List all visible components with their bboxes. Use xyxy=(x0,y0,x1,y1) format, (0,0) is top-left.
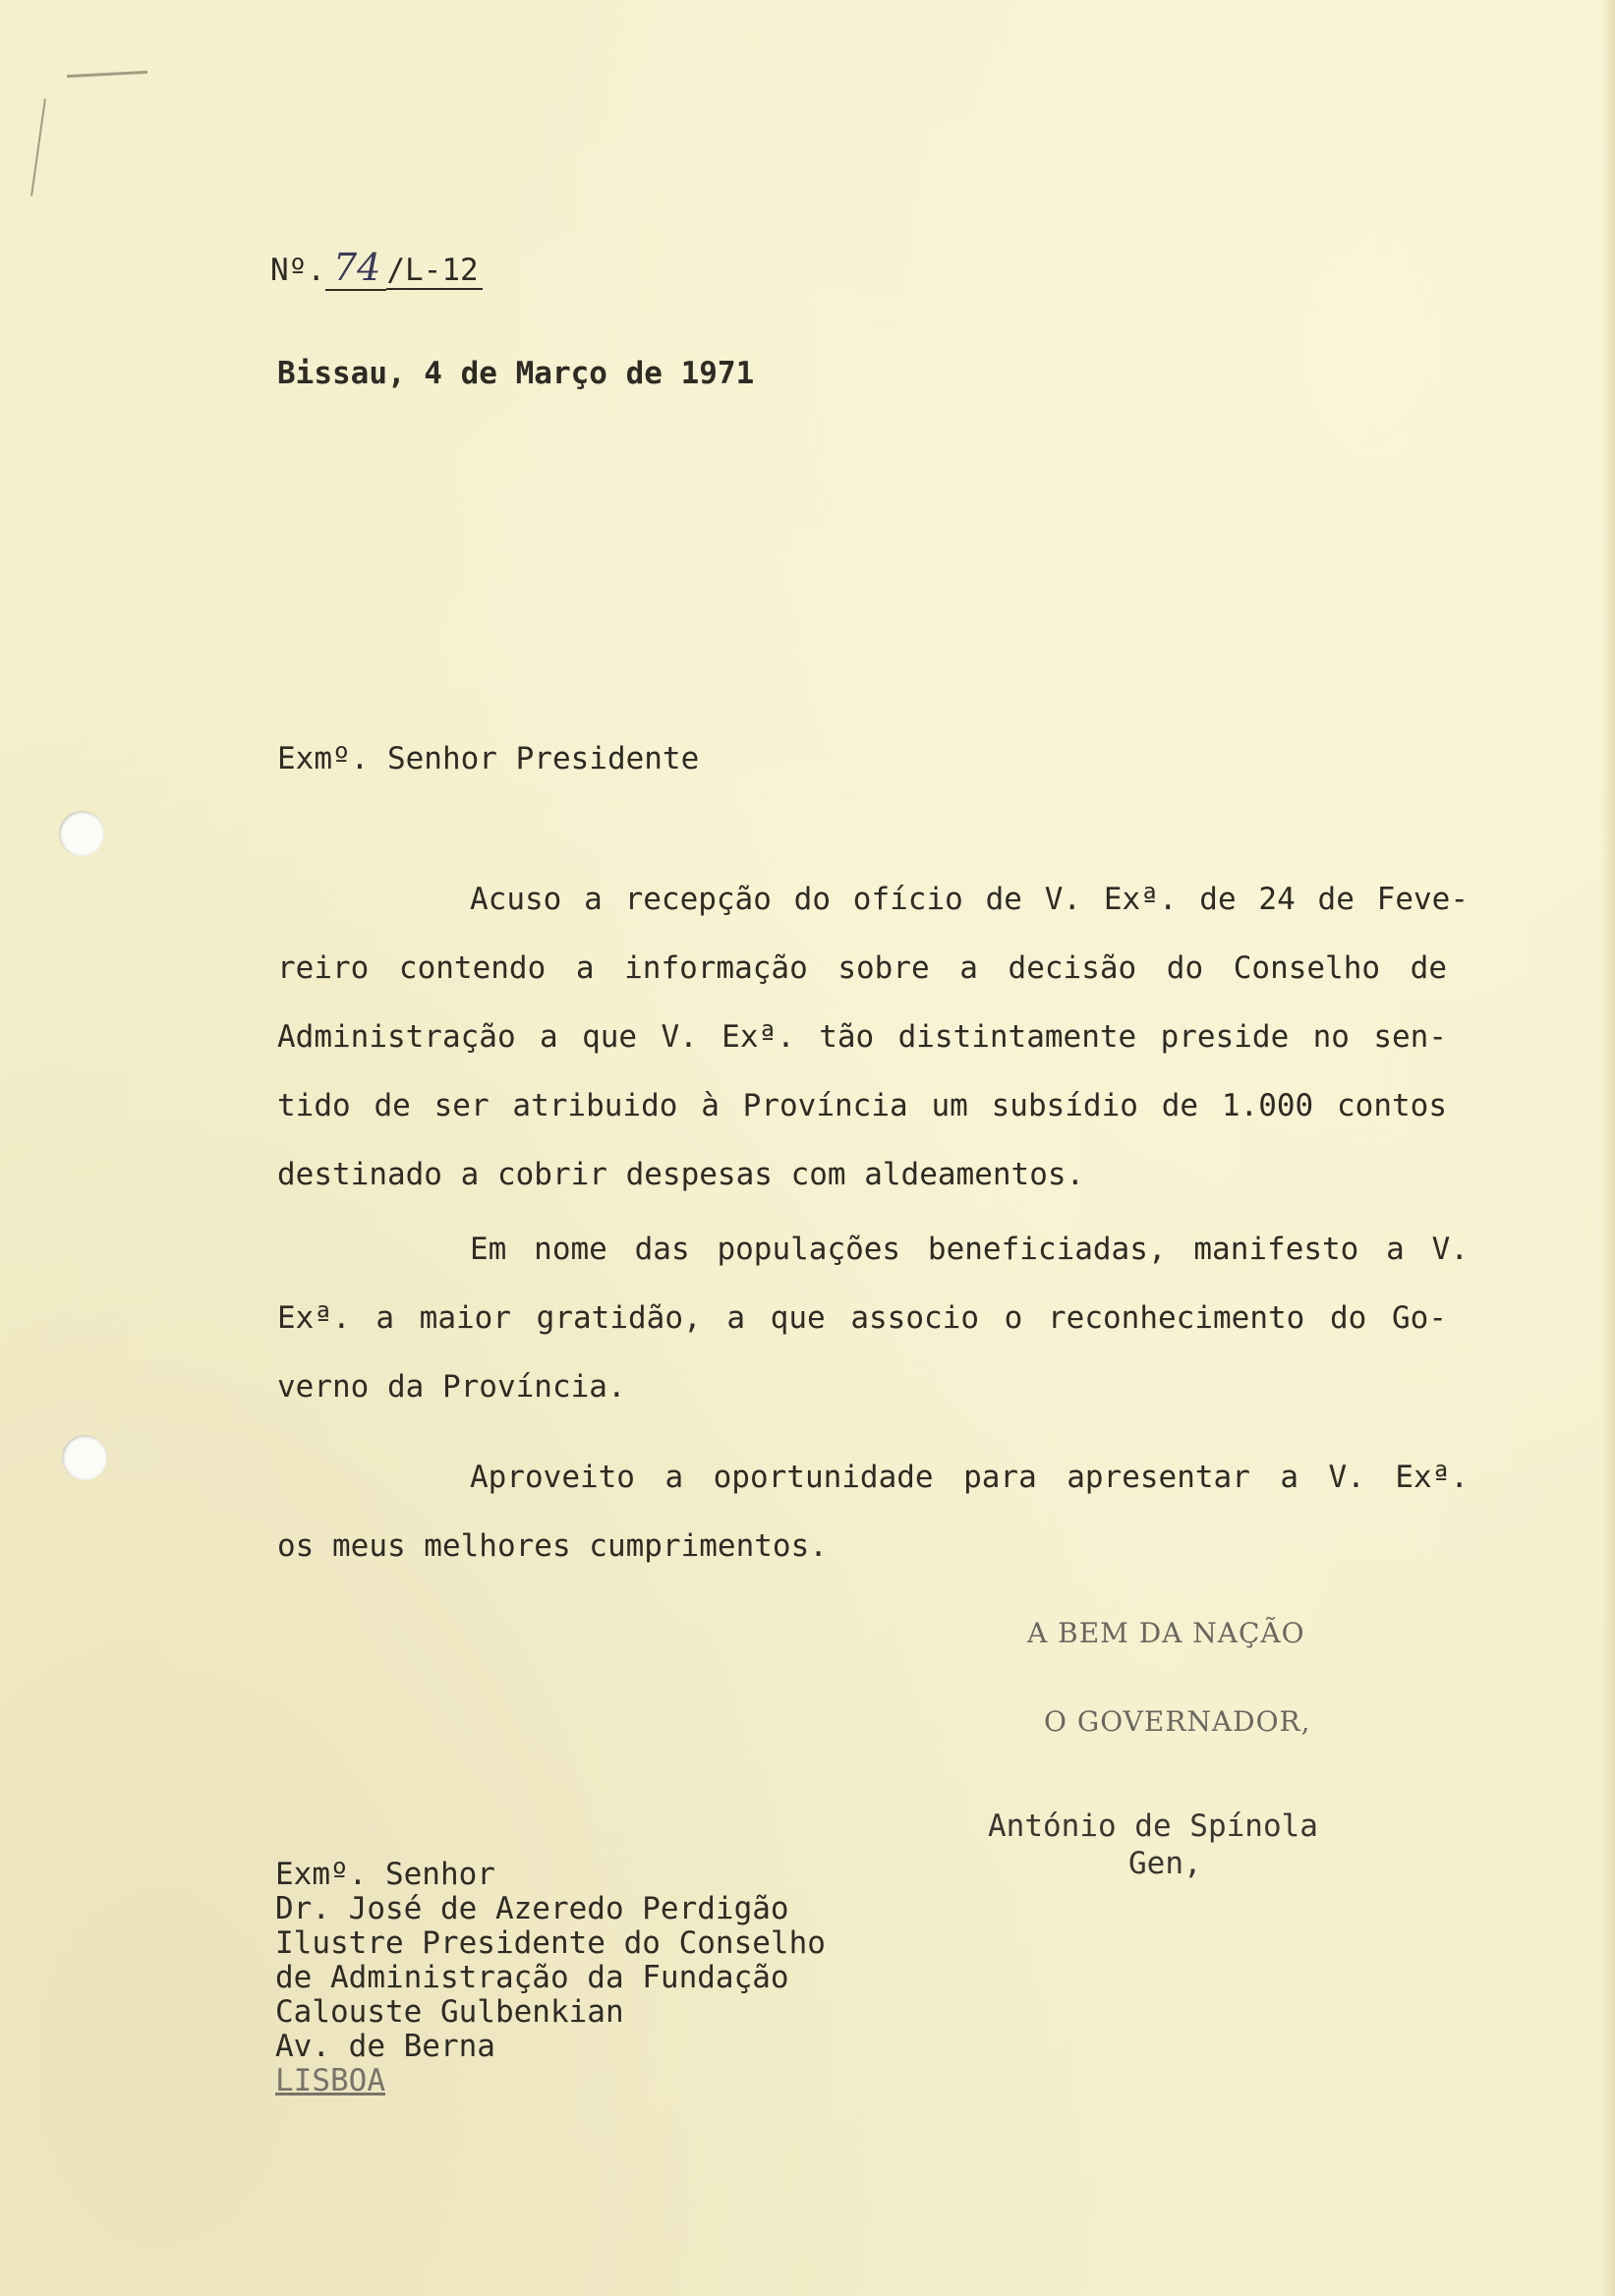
punch-hole xyxy=(59,811,104,856)
date-line: Bissau, 4 de Março de 1971 xyxy=(277,356,755,391)
body-line: Administração a que V. Exª. tão distintamente preside no sen- xyxy=(277,1019,1447,1055)
body-line: Aproveito a oportunidade para apresentar a V. Exª. xyxy=(470,1460,1469,1495)
paper-edge xyxy=(1601,0,1615,2296)
addressee-line: Exmº. Senhor xyxy=(275,1857,495,1892)
body-line: verno da Província. xyxy=(277,1369,626,1405)
governor-stamp: O GOVERNADOR, xyxy=(1044,1705,1311,1738)
reference-suffix: /L-12 xyxy=(386,253,482,290)
body-line: Em nome das populações beneficiadas, manifesto a V. xyxy=(470,1232,1469,1267)
reference-prefix: Nº. xyxy=(270,253,325,288)
paper-crease xyxy=(67,71,147,78)
reference-number xyxy=(270,246,483,291)
body-line: Acuso a recepção do ofício de V. Exª. de 24 de Feve- xyxy=(470,882,1469,917)
body-line: os meus melhores cumprimentos. xyxy=(277,1528,828,1564)
signatory-rank: Gen, xyxy=(1128,1846,1202,1881)
addressee-line: Ilustre Presidente do Conselho xyxy=(275,1925,826,1961)
body-line: destinado a cobrir despesas com aldeamentos. xyxy=(277,1157,1085,1192)
body-line: reiro contendo a informação sobre a decisão do Conselho de xyxy=(277,950,1447,986)
addressee-line: Calouste Gulbenkian xyxy=(275,1994,624,2030)
addressee-line: Dr. José de Azeredo Perdigão xyxy=(275,1891,789,1926)
signatory-name: António de Spínola xyxy=(988,1808,1318,1844)
addressee-line: de Administração da Fundação xyxy=(275,1960,789,1995)
salutation: Exmº. Senhor Presidente xyxy=(277,741,700,776)
body-line: tido de ser atribuido à Província um subsídio de 1.000 contos xyxy=(277,1088,1447,1123)
body-line: Exª. a maior gratidão, a que associo o reconhecimento do Go- xyxy=(277,1300,1447,1336)
punch-hole xyxy=(62,1435,107,1480)
addressee-block xyxy=(275,1858,826,2098)
reference-handwritten-number: 74 xyxy=(325,246,386,291)
addressee-city: LISBOA xyxy=(275,2063,385,2098)
closing-stamp: A BEM DA NAÇÃO xyxy=(1027,1617,1305,1649)
addressee-line: Av. de Berna xyxy=(275,2029,495,2064)
paper-crease xyxy=(30,98,46,196)
